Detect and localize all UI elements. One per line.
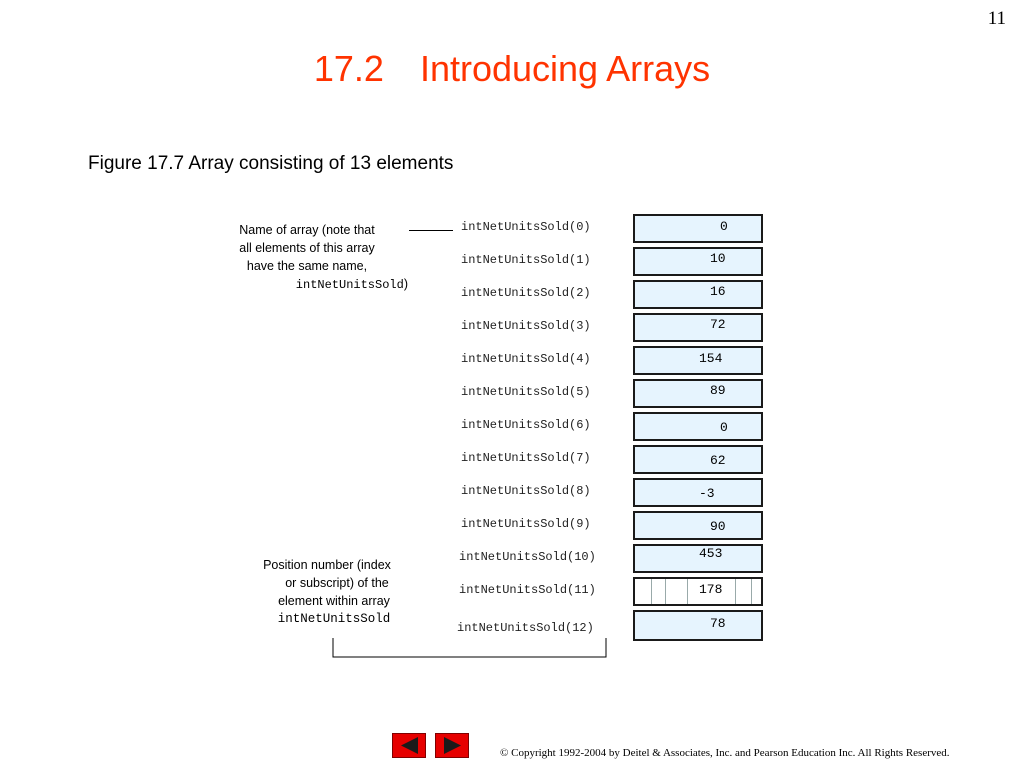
element-label-6: intNetUnitsSold(6) xyxy=(461,418,591,432)
array-cell-6 xyxy=(633,412,763,441)
array-cell-7 xyxy=(633,445,763,474)
array-cell-value-4: 154 xyxy=(699,351,723,366)
array-cell-value-7: 62 xyxy=(710,453,726,468)
array-cell-value-0: 0 xyxy=(720,219,728,234)
element-label-11: intNetUnitsSold(11) xyxy=(459,583,596,597)
position-note xyxy=(242,556,412,628)
cell-stripe xyxy=(751,579,752,604)
array-cell-11 xyxy=(633,577,763,606)
element-label-7: intNetUnitsSold(7) xyxy=(461,451,591,465)
element-label-12: intNetUnitsSold(12) xyxy=(457,621,594,635)
array-cell-5 xyxy=(633,379,763,408)
element-label-8: intNetUnitsSold(8) xyxy=(461,484,591,498)
array-cell-9 xyxy=(633,511,763,540)
element-label-1: intNetUnitsSold(1) xyxy=(461,253,591,267)
array-cell-2 xyxy=(633,280,763,309)
array-cell-value-3: 72 xyxy=(710,317,726,332)
array-name-close-paren: ) xyxy=(403,277,408,291)
position-note-code: intNetUnitsSold xyxy=(277,612,391,626)
element-label-5: intNetUnitsSold(5) xyxy=(461,385,591,399)
array-cell-value-6: 0 xyxy=(720,420,728,435)
array-name-note xyxy=(222,221,408,294)
copyright-footer: © Copyright 1992-2004 by Deitel & Associates, Inc. and Pearson Education Inc. All Rights Reserved. xyxy=(500,747,950,759)
cell-stripe xyxy=(687,579,688,604)
array-name-note-line2: all elements of this array xyxy=(239,241,375,255)
array-name-note-line3: have the same name, xyxy=(246,259,368,273)
element-label-3: intNetUnitsSold(3) xyxy=(461,319,591,333)
array-cell-8 xyxy=(633,478,763,507)
array-cell-3 xyxy=(633,313,763,342)
element-label-9: intNetUnitsSold(9) xyxy=(461,517,591,531)
array-cell-10 xyxy=(633,544,763,573)
cell-stripe xyxy=(665,579,666,604)
position-note-line2: or subscript) of the xyxy=(285,576,389,590)
element-label-2: intNetUnitsSold(2) xyxy=(461,286,591,300)
array-cell-value-1: 10 xyxy=(710,251,726,266)
element-label-0: intNetUnitsSold(0) xyxy=(461,220,591,234)
array-name-note-line1: Name of array (note that xyxy=(239,223,375,237)
element-label-10: intNetUnitsSold(10) xyxy=(459,550,596,564)
array-name-note-code-line xyxy=(222,275,408,294)
position-note-line3: element within array xyxy=(278,594,390,608)
array-cell-0 xyxy=(633,214,763,243)
array-cell-4 xyxy=(633,346,763,375)
array-cell-value-2: 16 xyxy=(710,284,726,299)
array-cell-value-9: 90 xyxy=(710,519,726,534)
right-arrow-icon xyxy=(436,734,468,757)
left-arrow-icon xyxy=(393,734,425,757)
array-cell-value-5: 89 xyxy=(710,383,726,398)
array-name-code: intNetUnitsSold xyxy=(295,278,404,292)
array-cell-value-8: -3 xyxy=(699,486,715,501)
array-cell-1 xyxy=(633,247,763,276)
array-cell-12 xyxy=(633,610,763,641)
figure-caption: Figure 17.7 Array consisting of 13 elements xyxy=(88,153,454,174)
array-cell-value-11: 178 xyxy=(699,582,723,597)
next-slide-button[interactable] xyxy=(435,733,469,758)
page-number: 11 xyxy=(987,8,1006,29)
slide-title: 17.2 Introducing Arrays xyxy=(313,48,711,89)
previous-slide-button[interactable] xyxy=(392,733,426,758)
subscript-bracket xyxy=(328,636,612,662)
cell-stripe xyxy=(651,579,652,604)
array-cell-value-10: 453 xyxy=(699,546,723,561)
cell-stripe xyxy=(735,579,736,604)
array-cell-value-12: 78 xyxy=(710,616,726,631)
array-name-pointer-line xyxy=(409,230,453,231)
position-note-line1: Position number (index xyxy=(263,558,391,572)
element-label-4: intNetUnitsSold(4) xyxy=(461,352,591,366)
